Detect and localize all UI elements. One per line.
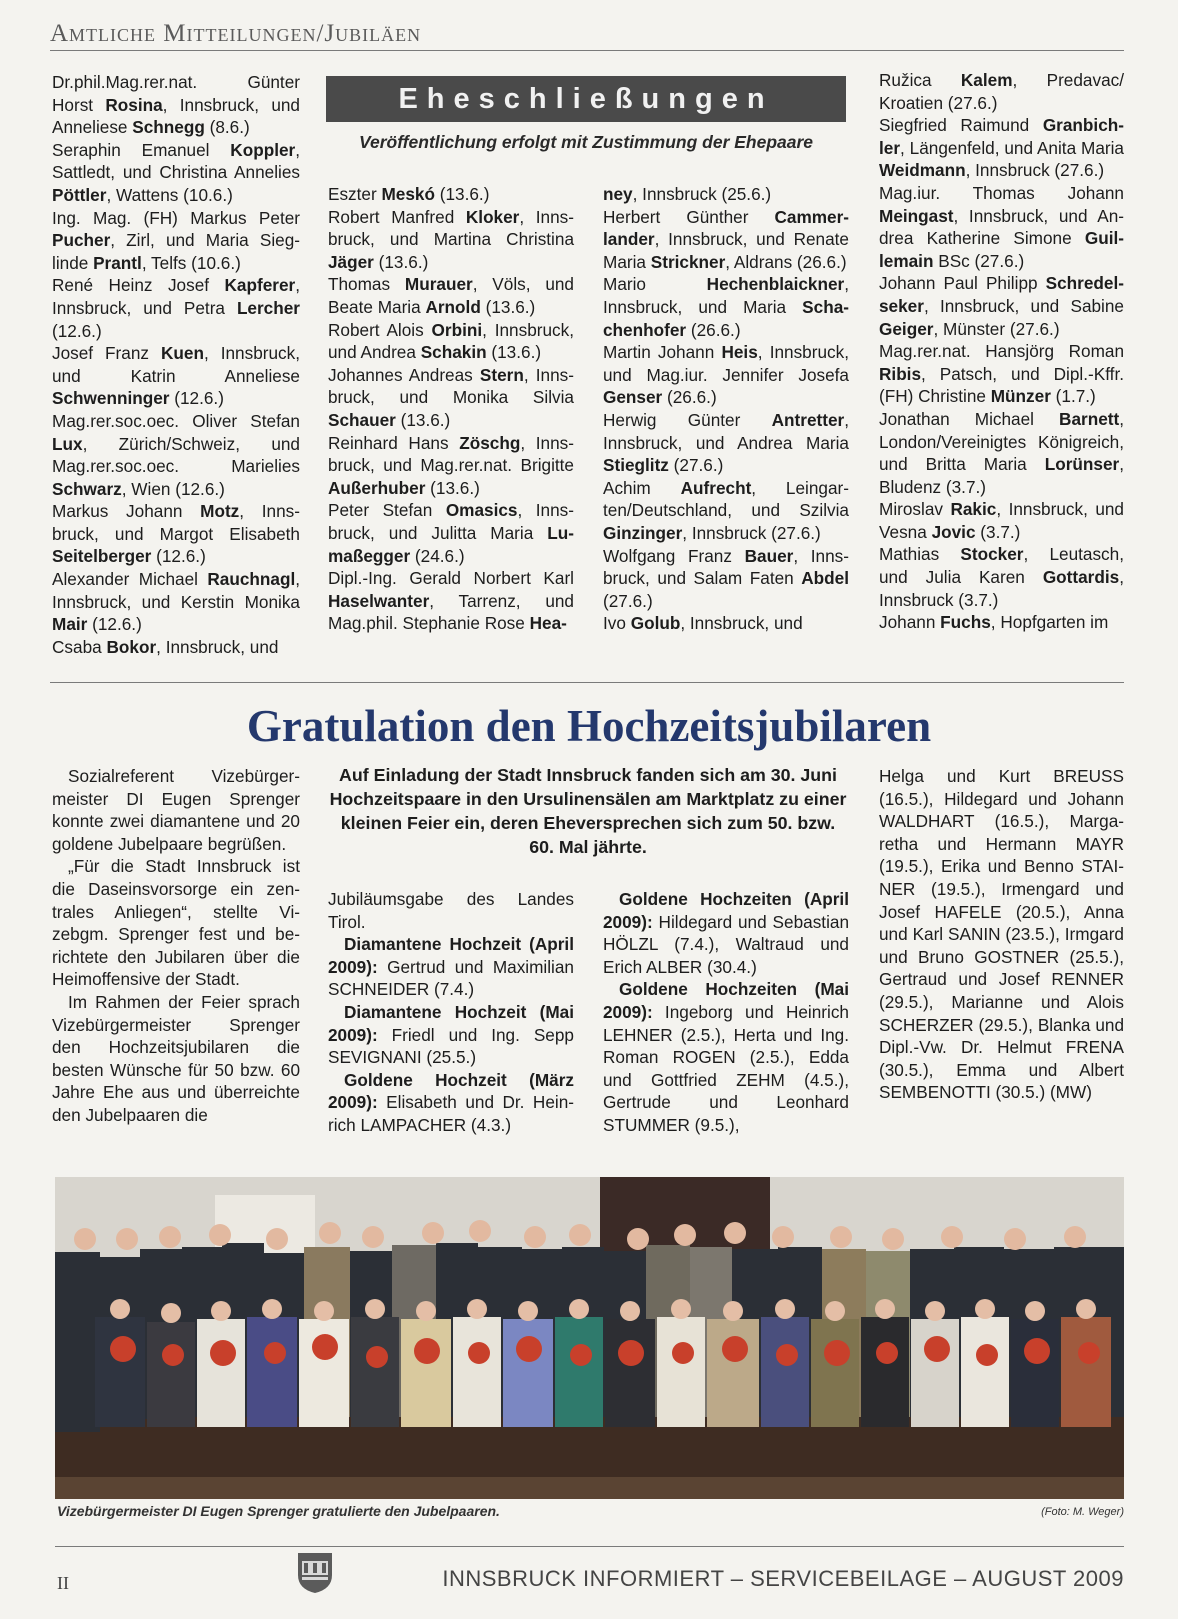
section-title: Amtliche Mitteilungen/Jubiläen <box>50 20 422 47</box>
jubilee-lead: Auf Einladung der Stadt Innsbruck fanden sich am 30. Juni Hochzeitspaare in den Ursulinensälen am Marktplatz zu einer kleinen Feier ein, deren Eheversprechen sich zum 50. bzw. 60. Mal jährte. <box>329 765 847 857</box>
marriages-column-1: Dr.phil.Mag.rer.nat. Günter Horst Rosina, Innsbruck, und Anneliese Schnegg (8.6.) Seraphin Emanuel Koppler, Sattledt, und Christina Annelies Pöttler, Wattens (10.6.) Ing. Mag. (FH) Markus Peter Pucher, Zirl, und Maria Sieglinde Prantl, Telfs (10.6.) René Heinz Josef Kapferer, Innsbruck, und Petra Lercher (12.6.) Josef Franz Kuen, Innsbruck, und Katrin Anneliese Schwenninger (12.6.) Mag.rer.soc.oec. Oliver Stefan Lux, Zürich/Schweiz, und Mag.rer.soc.oec. Marielies Schwarz, Wien (12.6.) Markus Johann Motz, Innsbruck, und Margot Elisabeth Seitelberger (12.6.) Alexander Michael Rauchnagl, Innsbruck, und Kerstin Monika Mair (12.6.) Csaba Bokor, Innsbruck, und <box>52 72 300 657</box>
section-rule <box>50 682 1124 683</box>
footer-rule <box>55 1546 1124 1547</box>
jubilee-column-1: Sozialreferent Vizebürgermeister DI Eugen Sprenger konnte zwei diamantene und 20 goldene Jubelpaare begrüßen. „Für die Stadt Innsbruck ist die Daseinsvorsorge ein zentrales Anliegen“, stellte Vizebgm. Sprenger fest und berichtete den Jubilaren über die Heimoffensive der Stadt. Im Rahmen der Feier sprach Vizebürgermeister Sprenger den Hochzeitsjubilaren die besten Wünsche für 50 bzw. 60 Jahre Ehe aus und überreichte den Jubelpaaren die <box>52 766 300 1125</box>
publication-title: INNSBRUCK INFORMIERT – SERVICEBEILAGE – AUGUST 2009 <box>442 1566 1124 1591</box>
photo-credit: (Foto: M. Weger) <box>1041 1506 1124 1518</box>
jubilee-headline: Gratulation den Hochzeitsjubilaren <box>246 701 932 751</box>
header-rule <box>50 50 1124 51</box>
marriages-column-3: ney, Innsbruck (25.6.) Herbert Günther Cammerlander, Innsbruck, und Renate Maria Strickner, Aldrans (26.6.) Mario Hechenblaickner, Innsbruck, und Maria Schachenhofer (26.6.) Martin Johann Heis, Innsbruck, und Mag.iur. Jennifer Josefa Genser (26.6.) Herwig Günter Antretter, Innsbruck, und Andrea Maria Stieglitz (27.6.) Achim Aufrecht, Leingarten/Deutschland, und Szilvia Ginzinger, Innsbruck (27.6.) Wolfgang Franz Bauer, Innsbruck, und Salam Faten Abdel (27.6.) Ivo Golub, Innsbruck, und <box>603 184 850 634</box>
photo-caption: Vizebürgermeister DI Eugen Sprenger gratulierte den Jubelpaaren. <box>57 1503 500 1519</box>
group-photo <box>55 1177 1124 1499</box>
marriages-column-4: Ružica Kalem, Predavac/ Kroatien (27.6.) Siegfried Raimund Granbichler, Längenfeld, und Anita Maria Weidmann, Innsbruck (27.6.) Mag.iur. Thomas Johann Meingast, Innsbruck, und Andrea Katherine Simone Guillemain BSc (27.6.) Johann Paul Philipp Schredelseker, Innsbruck, und Sabine Geiger, Münster (27.6.) Mag.rer.nat. Hansjörg Roman Ribis, Patsch, und Dipl.-Kffr. (FH) Christine Münzer (1.7.) Jonathan Michael Barnett, London/Vereinigtes Königreich, und Britta Maria Lorünser, Bludenz (3.7.) Miroslav Rakic, Innsbruck, und Vesna Jovic (3.7.) Mathias Stocker, Leutasch, und Julia Karen Gottardis, Innsbruck (3.7.) Johann Fuchs, Hopfgarten im <box>879 70 1124 633</box>
innsbruck-coat-of-arms-icon <box>296 1551 334 1595</box>
jubilee-column-4: Helga und Kurt BREUSS (16.5.), Hildegard und Johann WALDHART (16.5.), Margaretha und Hermann MAYR (19.5.), Erika und Benno STAINER (19.5.), Irmengard und Josef HAFELE (20.5.), Anna und Karl SANIN (23.5.), Irmgard und Bruno GOSTNER (25.5.), Gertraud und Josef RENNER (29.5.), Marianne und Alois SCHERZER (29.5.), Blanka und Dipl.-Vw. Dr. Helmut FRENA (30.5.), Emma und Albert SEMBENOTTI (30.5.) (MW) <box>879 766 1124 1103</box>
group-photo-illustration <box>55 1177 1124 1499</box>
marriages-column-2: Eszter Meskó (13.6.) Robert Manfred Kloker, Innsbruck, und Martina Christina Jäger (13.6.) Thomas Murauer, Völs, und Beate Maria Arnold (13.6.) Robert Alois Orbini, Innsbruck, und Andrea Schakin (13.6.) Johannes Andreas Stern, Innsbruck, und Monika Silvia Schauer (13.6.) Reinhard Hans Zöschg, Innsbruck, und Mag.rer.nat. Brigitte Außerhuber (13.6.) Peter Stefan Omasics, Innsbruck, und Julitta Maria Lumaßegger (24.6.) Dipl.-Ing. Gerald Norbert Karl Haselwanter, Tarrenz, und Mag.phil. Stephanie Rose Hea- <box>328 184 574 634</box>
page-number: II <box>57 1573 69 1593</box>
jubilee-column-2: Jubiläumsgabe des Landes Tirol. Diamantene Hochzeit (April 2009): Gertrud und Maximilian SCHNEIDER (7.4.) Diamantene Hochzeit (Mai 2009): Friedl und Ing. Sepp SEVIGNANI (25.5.) Goldene Hochzeit (März 2009): Elisabeth und Dr. Heinrich LAMPACHER (4.3.) <box>328 889 574 1135</box>
jubilee-column-3: Goldene Hochzeiten (April 2009): Hildegard und Sebastian HÖLZL (7.4.), Waltraud und Erich ALBER (30.4.) Goldene Hochzeiten (Mai 2009): Ingeborg und Heinrich LEHNER (2.5.), Herta und Ing. Roman ROGEN (2.5.), Edda und Gottfried ZEHM (4.5.), Gertrude und Leonhard STUMMER (9.5.), <box>603 889 849 1135</box>
marriages-subtitle: Veröffentlichung erfolgt mit Zustimmung der Ehepaare <box>358 132 814 152</box>
marriages-banner: Eheschließungen <box>326 76 846 122</box>
